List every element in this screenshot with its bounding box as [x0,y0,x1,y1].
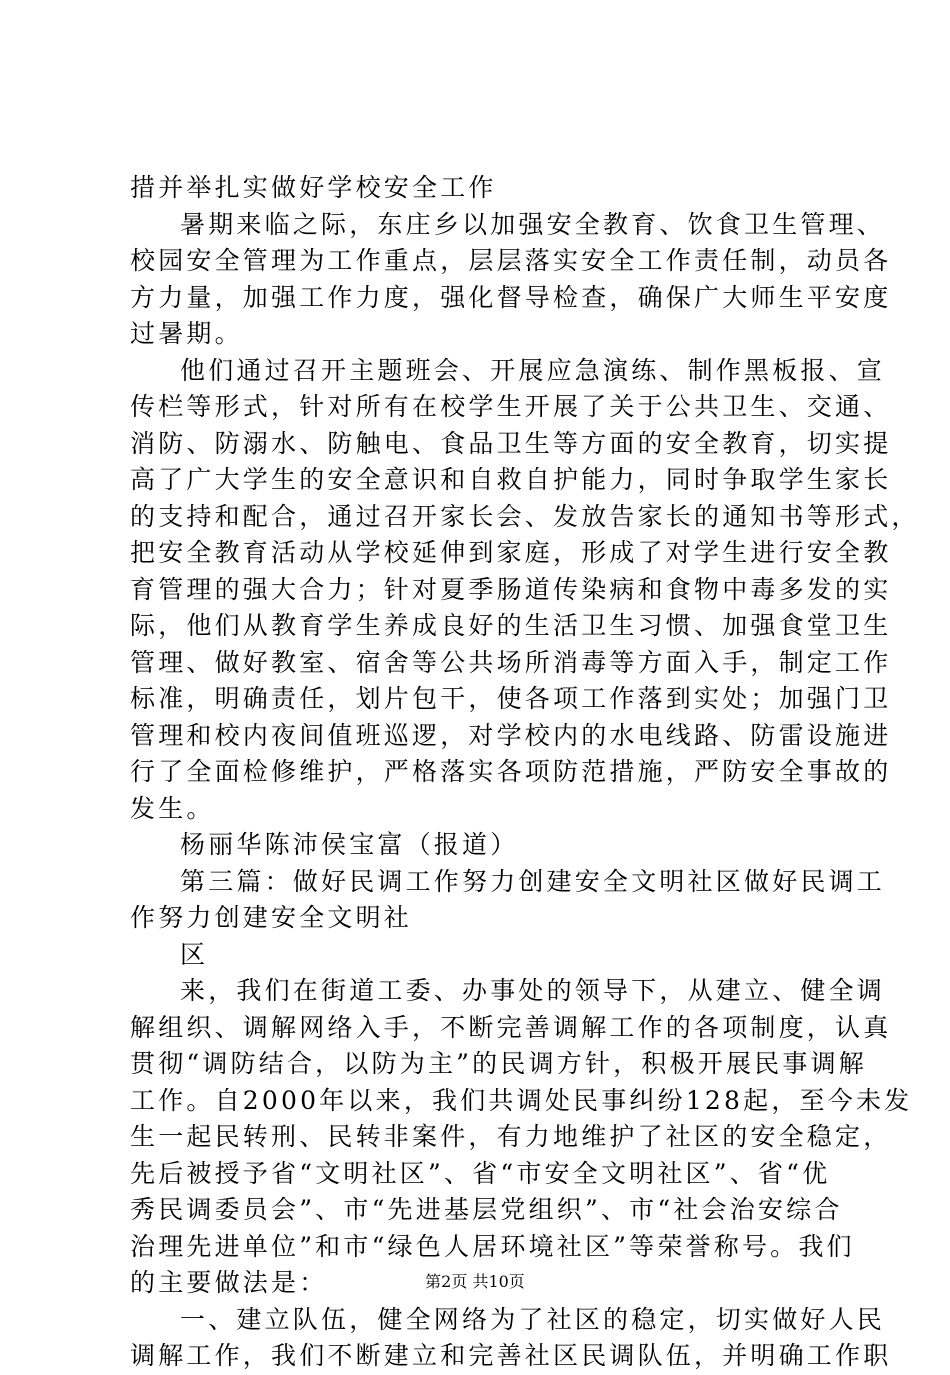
document-body [130,170,920,1375]
text-line: 杨丽华陈沛侯宝富（报道） [180,830,519,859]
text-line: 先后被授予省“文明社区”、省“市安全文明社区”、省“优 [130,1158,831,1188]
text-line: 贯彻“调防结合，以防为主”的民调方针，积极开展民事调解 [130,1049,867,1078]
text-line: 来，我们在街道工委、办事处的领导下，从建立、健全调 [180,976,886,1005]
text-line: 过暑期。 [130,319,243,348]
text-line: 育管理的强大合力；针对夏季肠道传染病和食物中毒多发的实 [130,574,892,604]
text-line: 第三篇：做好民调工作努力创建安全文明社区做好民调工 [180,866,886,896]
text-line: 高了广大学生的安全意识和自救自护能力，同时争取学生家长 [130,465,892,494]
text-line: 暑期来临之际，东庄乡以加强安全教育、饮食卫生管理、 [180,209,886,239]
text-line: 标准，明确责任，划片包干，使各项工作落到实处；加强门卫 [130,684,892,713]
text-line: 秀民调委员会”、市“先进基层党组织”、市“社会治安综合 [130,1195,843,1224]
text-line: 发生。 [130,793,215,823]
text-line: 的支持和配合，通过召开家长会、发放告家长的通知书等形式， [130,501,920,531]
text-line: 传栏等形式，针对所有在校学生开展了关于公共卫生、交通、 [130,392,892,421]
page-footer: 第2页 共10页 [425,1272,525,1291]
text-line: 一、建立队伍，健全网络为了社区的稳定，切实做好人民 [180,1304,886,1334]
text-line: 他们通过召开主题班会、开展应急演练、制作黑板报、宣 [180,355,886,385]
text-line: 工作。自2000年以来，我们共调处民事纠纷128起，至今未发 [130,1085,913,1115]
text-line: 的主要做法是： [130,1268,328,1297]
text-line: 际，他们从教育学生养成良好的生活卫生习惯、加强食堂卫生 [130,611,892,640]
text-line: 调解工作，我们不断建立和完善社区民调队伍，并明确工作职 [130,1341,892,1370]
text-line: 管理、做好教室、宿舍等公共场所消毒等方面入手，制定工作 [130,647,892,677]
text-line: 生一起民转刑、民转非案件，有力地维护了社区的安全稳定， [130,1122,892,1151]
text-line: 方力量，加强工作力度，强化督导检查，确保广大师生平安度 [130,282,892,312]
text-line: 校园安全管理为工作重点，层层落实安全工作责任制，动员各 [130,246,892,275]
text-line: 作努力创建安全文明社 [130,903,413,932]
text-line: 区 [180,939,209,969]
text-line: 措并举扎实做好学校安全工作 [130,173,497,202]
text-line: 把安全教育活动从学校延伸到家庭，形成了对学生进行安全教 [130,538,892,567]
text-line: 消防、防溺水、防触电、食品卫生等方面的安全教育，切实提 [130,428,892,458]
text-line: 解组织、调解网络入手，不断完善调解工作的各项制度，认真 [130,1012,892,1042]
text-line: 行了全面检修维护，严格落实各项防范措施，严防安全事故的 [130,757,892,786]
text-line: 管理和校内夜间值班巡逻，对学校内的水电线路、防雷设施进 [130,720,892,750]
text-line: 治理先进单位”和市“绿色人居环境社区”等荣誉称号。我们 [130,1231,855,1261]
